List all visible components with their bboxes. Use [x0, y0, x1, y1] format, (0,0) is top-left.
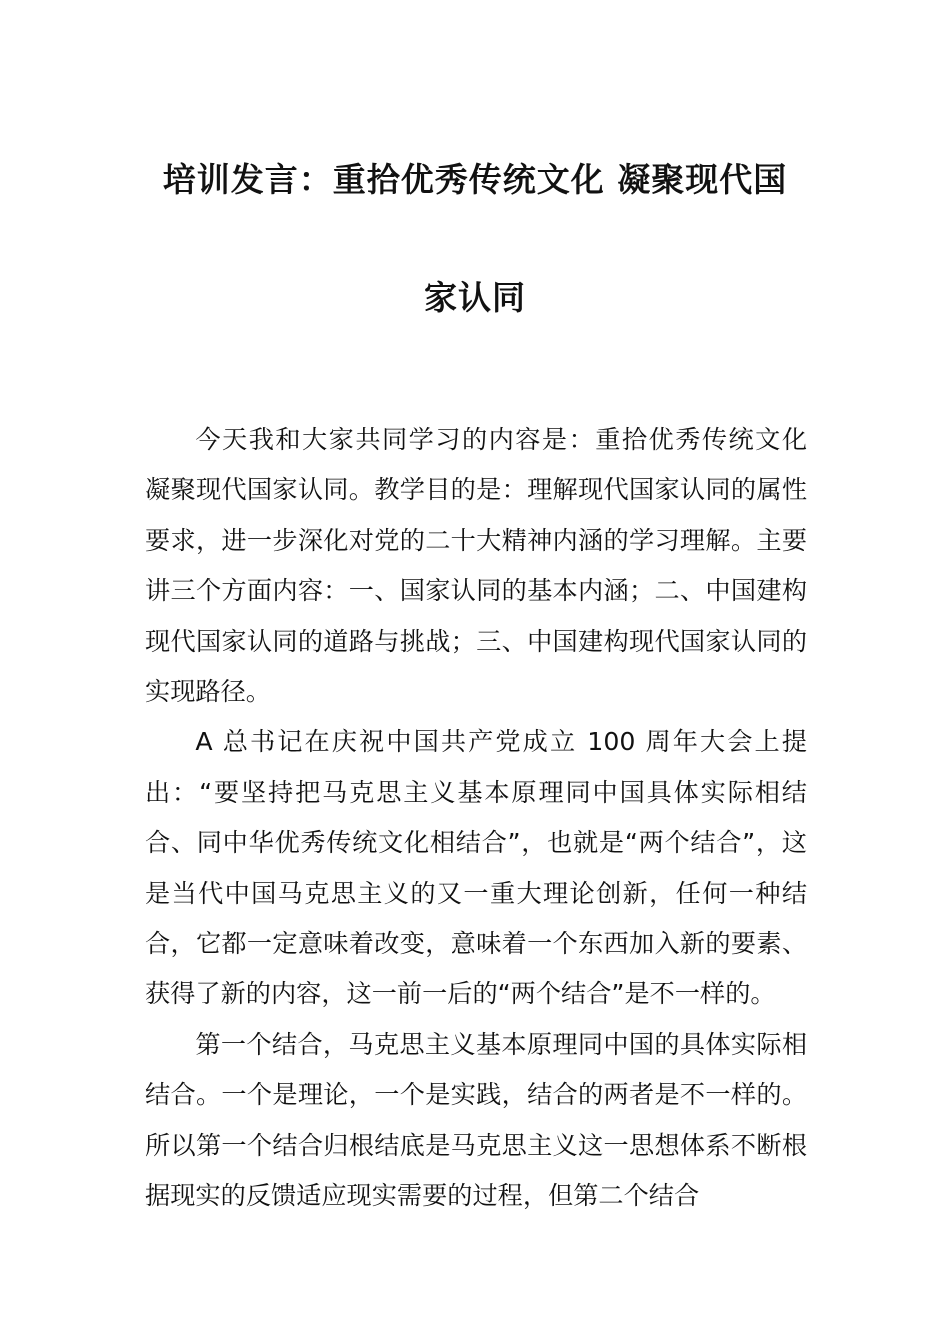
document-body	[145, 415, 807, 1222]
document-title-line-1: 培训发言：重拾优秀传统文化 凝聚现代国	[162, 160, 788, 199]
paragraph-two-combinations: A 总书记在庆祝中国共产党成立 100 周年大会上提出：“要坚持把马克思主义基本原理同中国具体实际相结合、同中华优秀传统文化相结合”，也就是“两个结合”，这是当代中国马克思主义的又一重大理论创新，任何一种结合，它都一定意味着改变，意味着一个东西加入新的要素、获得了新的内容，这一前一后的“两个结合”是不一样的。	[145, 727, 807, 1009]
document-title-line-2: 家认同	[424, 278, 526, 317]
paragraph-first-combination: 第一个结合，马克思主义基本原理同中国的具体实际相结合。一个是理论，一个是实践，结合的两者是不一样的。所以第一个结合归根结底是马克思主义这一思想体系不断根据现实的反馈适应现实需要的过程，但第二个结合	[145, 1029, 807, 1211]
paragraph-intro: 今天我和大家共同学习的内容是：重拾优秀传统文化 凝聚现代国家认同。教学目的是：理解现代国家认同的属性要求，进一步深化对党的二十大精神内涵的学习理解。主要讲三个方面内容：一、国家认同的基本内涵；二、中国建构现代国家认同的道路与挑战；三、中国建构现代国家认同的实现路径。	[145, 425, 807, 707]
